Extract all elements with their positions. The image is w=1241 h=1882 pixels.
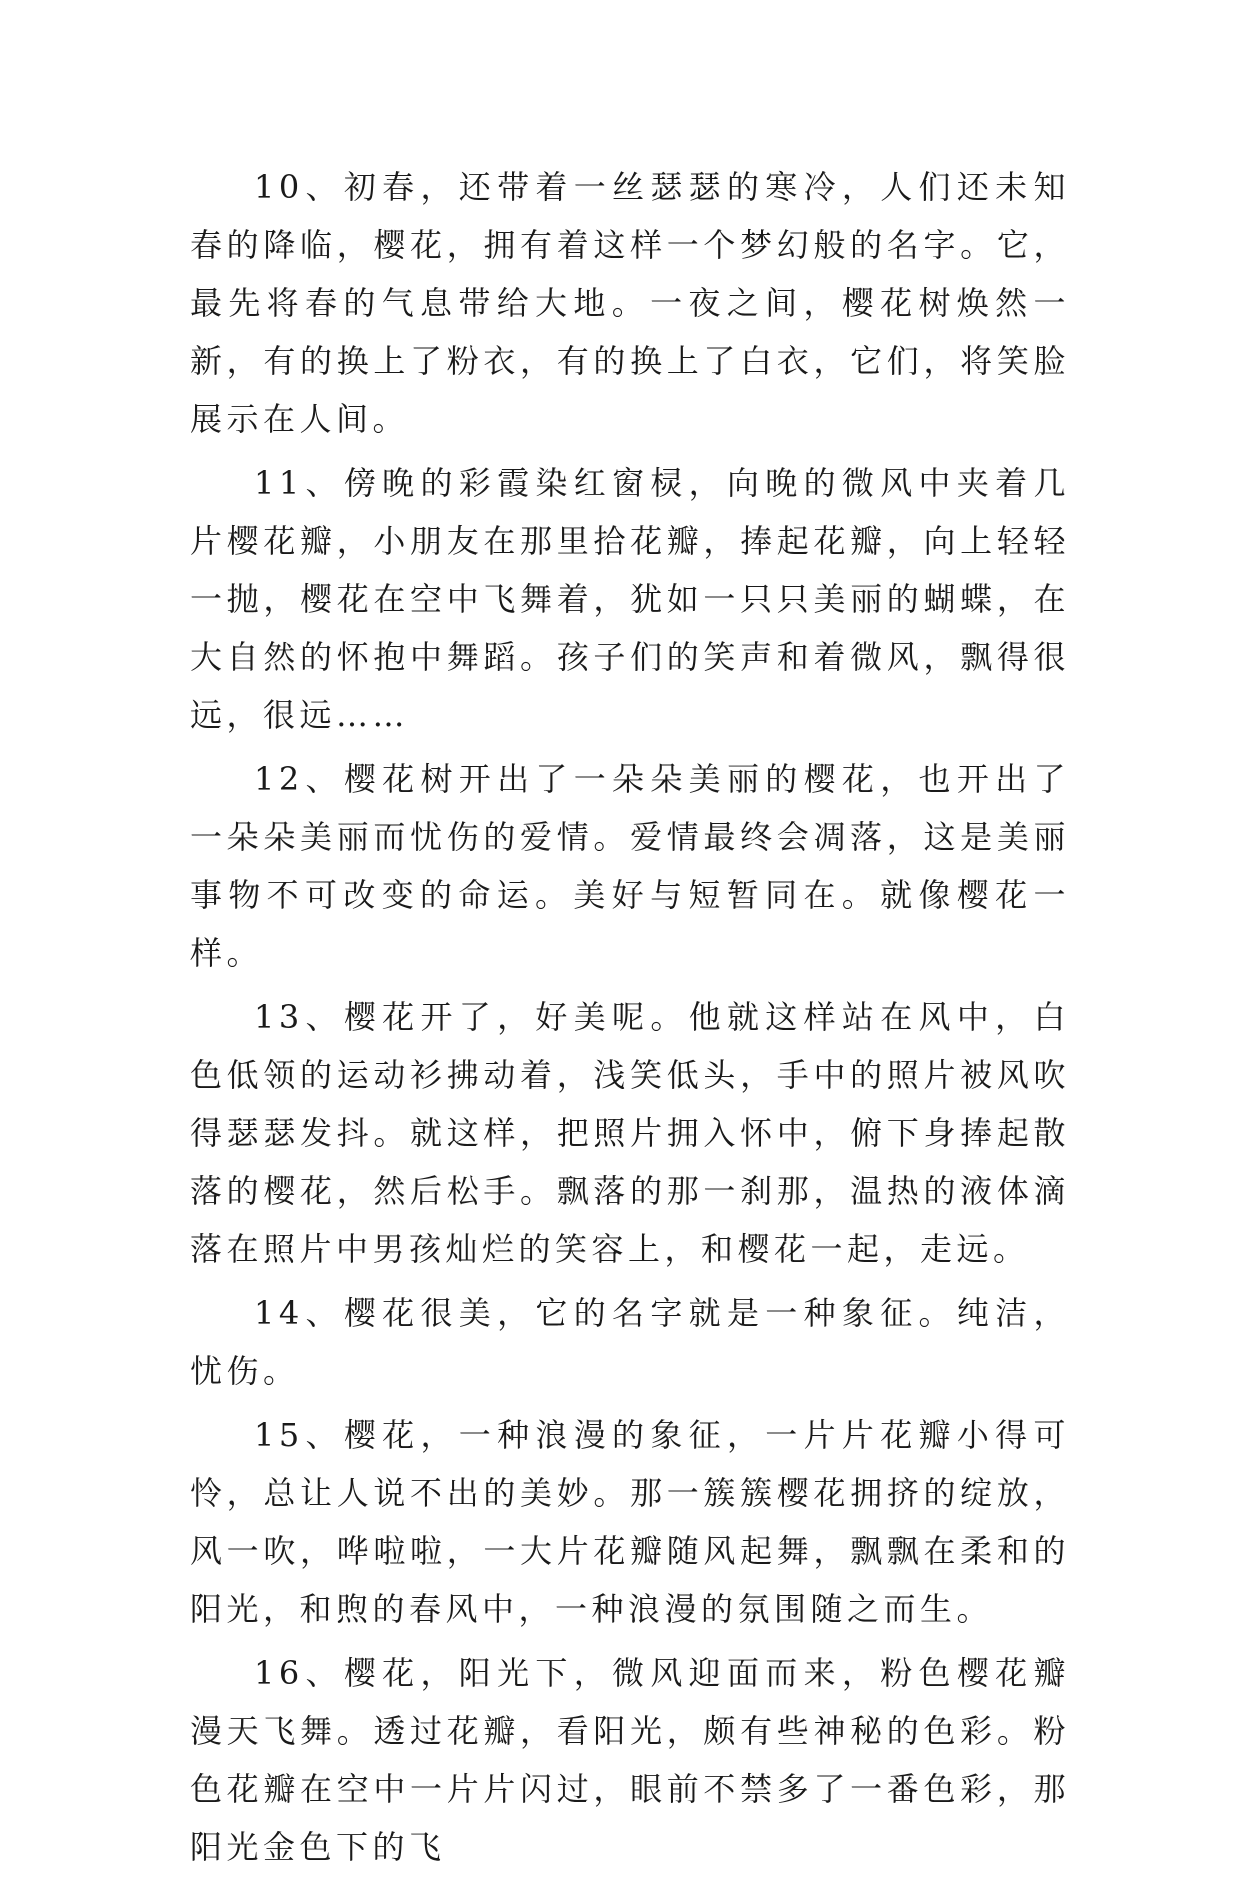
paragraph-11: 11、傍晚的彩霞染红窗棂，向晚的微风中夹着几片樱花瓣，小朋友在那里拾花瓣，捧起花瓣，向上轻轻一抛，樱花在空中飞舞着，犹如一只只美丽的蝴蝶，在大自然的怀抱中舞蹈。孩子们的笑声和着微风，飘得很远，很远…… xyxy=(190,464,1070,734)
paragraph-14: 14、樱花很美，它的名字就是一种象征。纯洁，忧伤。 xyxy=(190,1294,1070,1390)
document-body xyxy=(190,158,1070,1882)
paragraph-15: 15、樱花，一种浪漫的象征，一片片花瓣小得可怜，总让人说不出的美妙。那一簇簇樱花拥挤的绽放，风一吹，哗啦啦，一大片花瓣随风起舞，飘飘在柔和的阳光，和煦的春风中，一种浪漫的氛围随之而生。 xyxy=(190,1416,1070,1628)
paragraph-16: 16、樱花，阳光下，微风迎面而来，粉色樱花瓣漫天飞舞。透过花瓣，看阳光，颇有些神秘的色彩。粉色花瓣在空中一片片闪过，眼前不禁多了一番色彩，那阳光金色下的飞 xyxy=(190,1654,1070,1866)
paragraph-10: 10、初春，还带着一丝瑟瑟的寒冷，人们还未知春的降临，樱花，拥有着这样一个梦幻般的名字。它，最先将春的气息带给大地。一夜之间，樱花树焕然一新，有的换上了粉衣，有的换上了白衣，它们，将笑脸展示在人间。 xyxy=(190,168,1070,438)
paragraph-12: 12、樱花树开出了一朵朵美丽的樱花，也开出了一朵朵美丽而忧伤的爱情。爱情最终会凋落，这是美丽事物不可改变的命运。美好与短暂同在。就像樱花一样。 xyxy=(190,760,1070,972)
paragraph-13: 13、樱花开了，好美呢。他就这样站在风中，白色低领的运动衫拂动着，浅笑低头，手中的照片被风吹得瑟瑟发抖。就这样，把照片拥入怀中，俯下身捧起散落的樱花，然后松手。飘落的那一刹那，温热的液体滴落在照片中男孩灿烂的笑容上，和樱花一起，走远。 xyxy=(190,998,1070,1268)
